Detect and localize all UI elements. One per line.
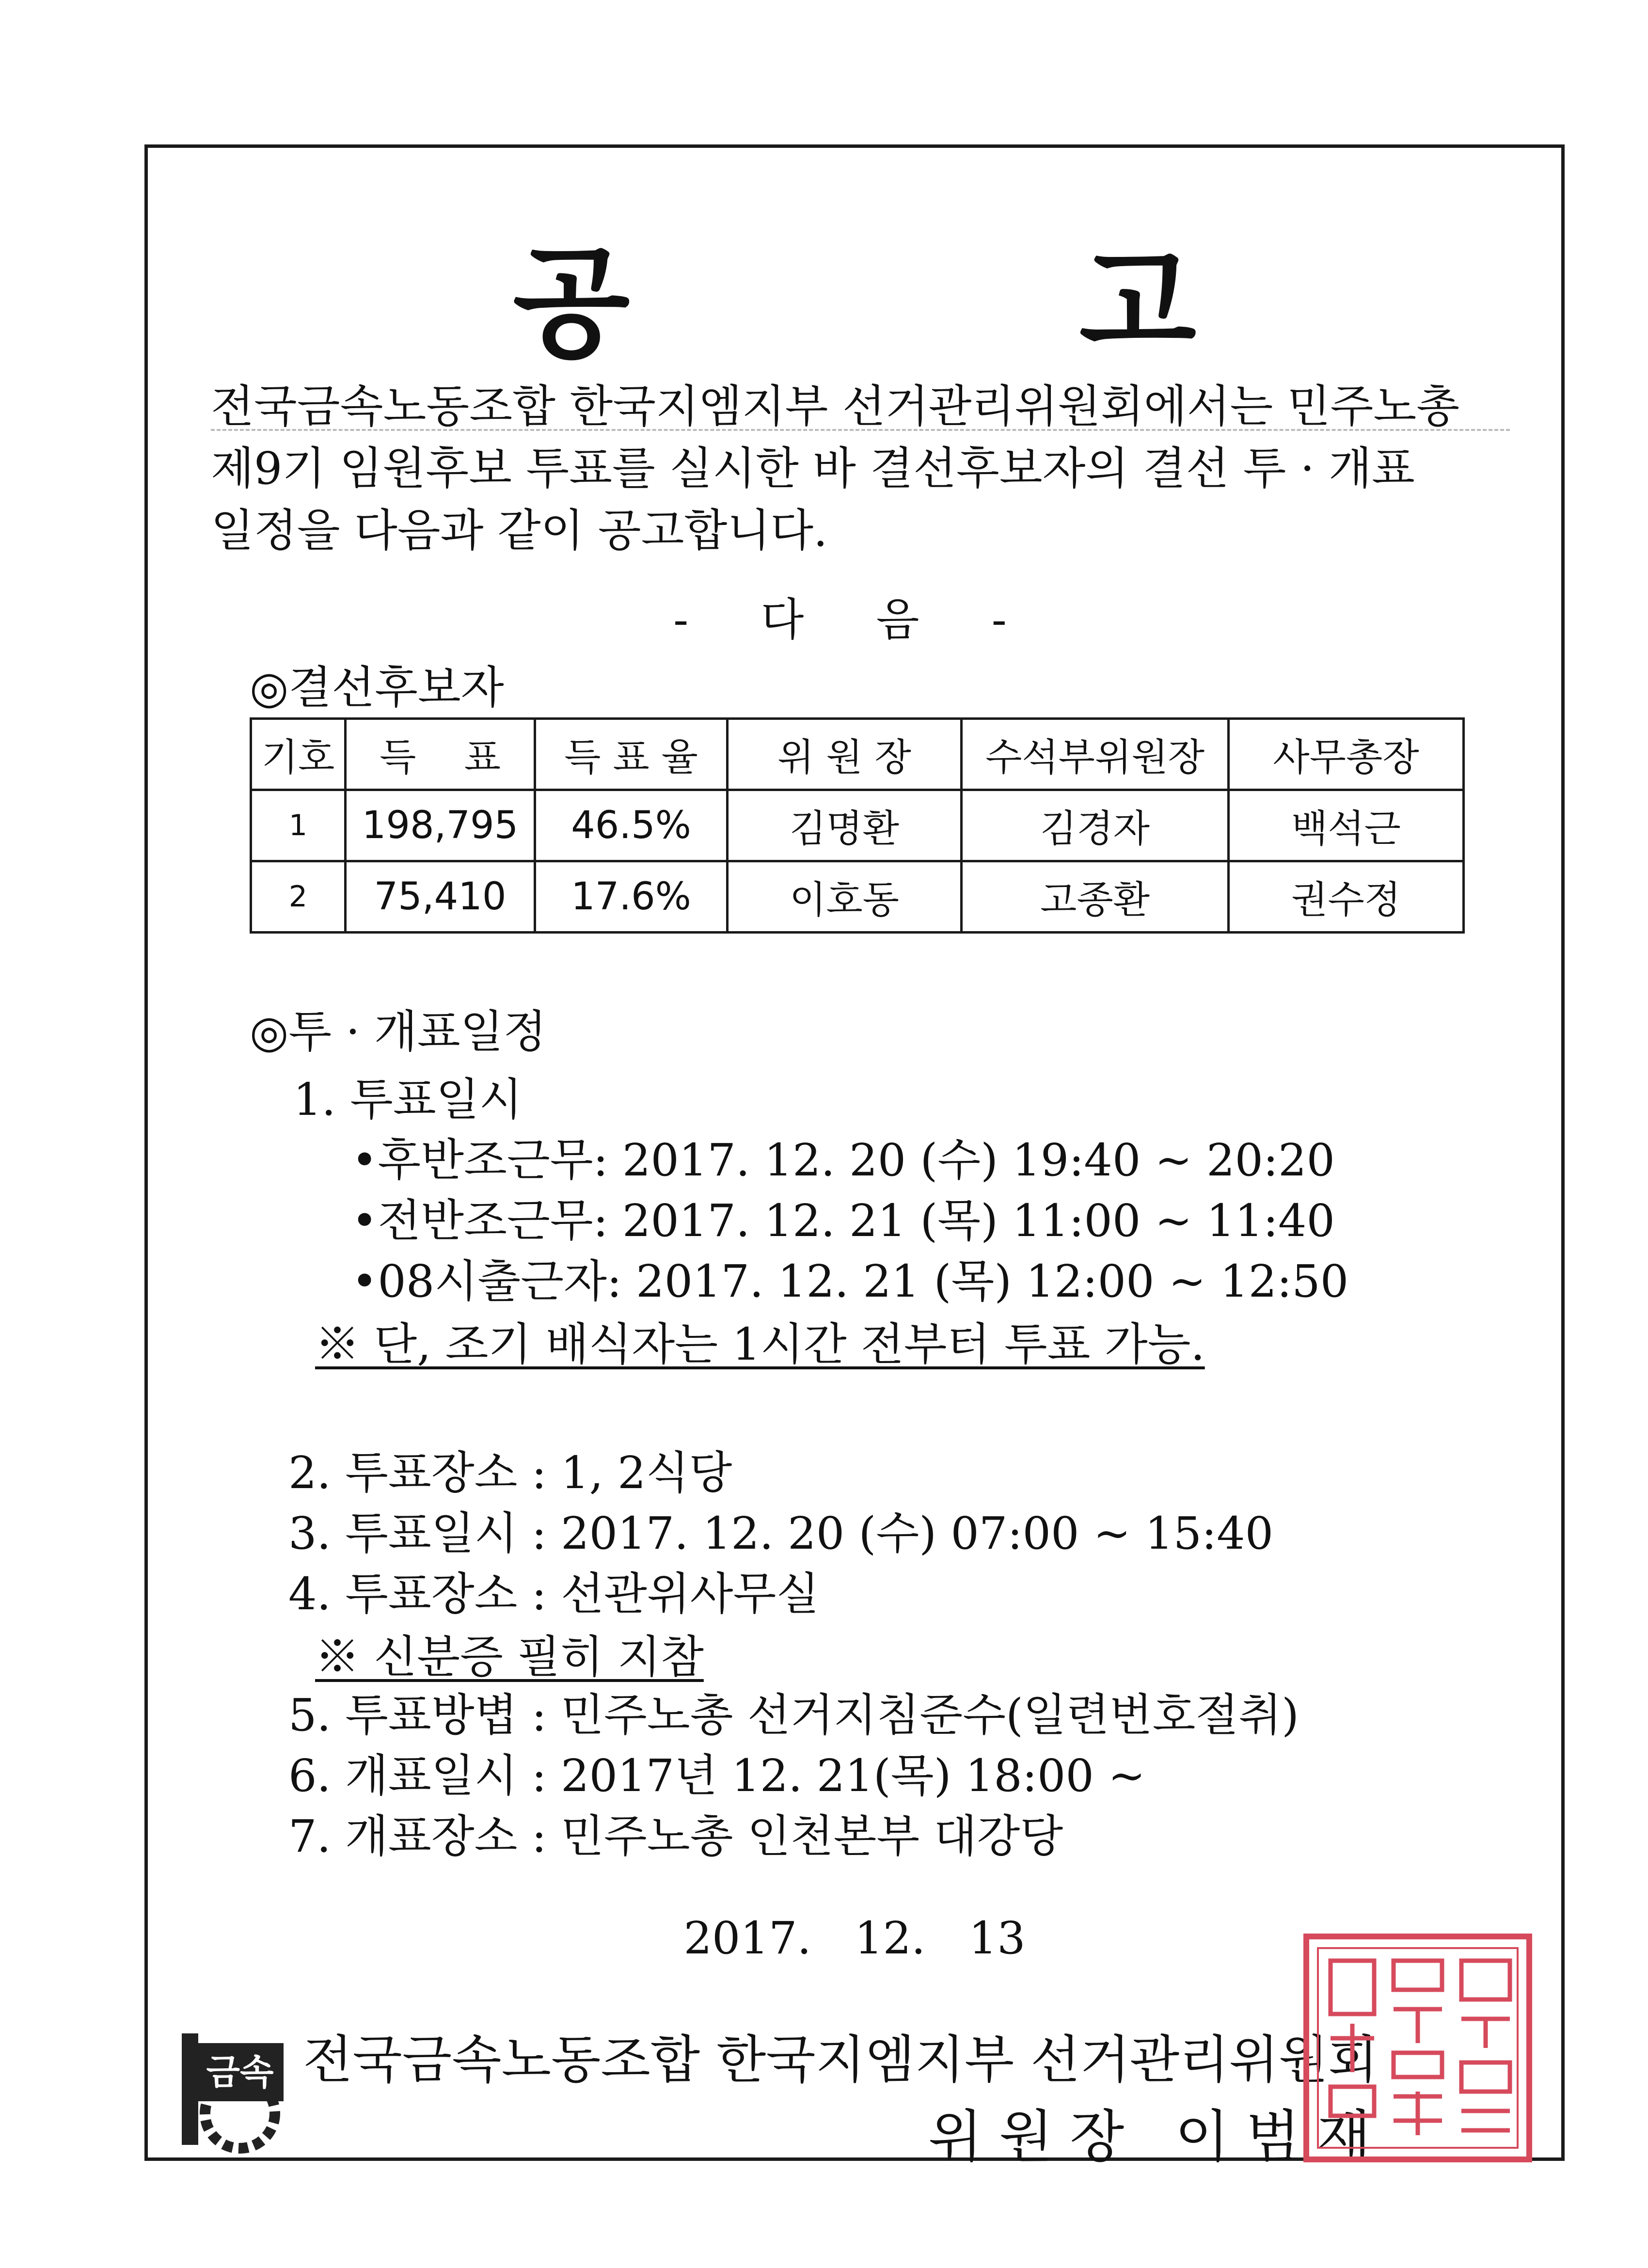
note-early-voting: ※ 단, 조기 배식자는 1시간 전부터 투표 가능. [315,1318,1205,1370]
table-cell: 198,795 [346,790,535,861]
candidates-table [250,717,1465,934]
union-logo-icon [162,2024,293,2155]
schedule-item-4: 4. 투표장소 : 선관위사무실 [288,1568,820,1620]
table-cell: 2 [251,861,346,933]
table-header-row [251,719,1464,790]
schedule-item-6: 6. 개표일시 : 2017년 12. 21(목) 18:00 ~ [288,1750,1146,1802]
table-cell: 권수정 [1229,861,1464,933]
table-cell: 17.6% [535,861,728,933]
schedule-item-2: 2. 투표장소 : 1, 2식당 [288,1447,732,1499]
schedule-bullet: •전반조근무: 2017. 12. 21 (목) 11:00 ~ 11:40 [351,1195,1335,1247]
header-cell: 사무총장 [1229,719,1464,790]
note-id-card: ※ 신분증 필히 지참 [315,1631,704,1683]
table-cell: 고종환 [962,861,1229,933]
table-cell: 46.5% [535,790,728,861]
schedule-bullet: •08시출근자: 2017. 12. 21 (목) 12:00 ~ 12:50 [351,1255,1349,1307]
dagum-heading: - 다 음 - [673,594,1036,646]
footer-org: 전국금속노동조합 한국지엠지부 선거관리위원회 [303,2030,1378,2090]
intro-line: 일정을 다음과 같이 공고합니다. [211,505,828,556]
table-cell: 75,410 [346,861,535,933]
notice-frame [144,144,1565,2170]
header-cell: 위 원 장 [728,719,962,790]
intro-paragraph [211,376,1510,562]
notice-date: 2017. 12. 13 [683,1912,1026,1964]
intro-line: 전국금속노동조합 한국지엠지부 선거관리위원회에서는 민주노총 [211,381,1460,432]
table-cell: 김경자 [962,790,1229,861]
table-cell: 김명환 [728,790,962,861]
schedule-item-3: 3. 투표일시 : 2017. 12. 20 (수) 07:00 ~ 15:40 [288,1507,1274,1559]
header-cell: 득 표 [346,719,535,790]
table-row [251,790,1464,861]
header-cell: 기호 [251,719,346,790]
schedule-item-1: 1. 투표일시 [293,1074,523,1126]
table-cell: 1 [251,790,346,861]
candidates-heading: ◎결선후보자 [250,662,504,714]
schedule-bullet: •후반조근무: 2017. 12. 20 (수) 19:40 ~ 20:20 [351,1134,1335,1186]
header-cell: 수석부위원장 [962,719,1229,790]
intro-line: 제9기 임원후보 투표를 실시한 바 결선후보자의 결선 투 · 개표 [211,443,1415,494]
official-seal-icon [1297,1927,1539,2169]
schedule-item-5: 5. 투표방볍 : 민주노총 선거지침준수(일련번호절취) [288,1689,1299,1741]
table-row [251,861,1464,933]
table-cell: 이호동 [728,861,962,933]
schedule-heading: ◎투 · 개표일정 [250,1006,547,1058]
logo-text: 금속 [206,2052,274,2093]
schedule-item-7: 7. 개표장소 : 민주노총 인천본부 대강당 [288,1810,1063,1862]
table-cell: 백석근 [1229,790,1464,861]
notice-title: 공 고 [512,232,1400,374]
header-cell: 득 표 율 [535,719,728,790]
footer-chair: 위원장 이범재 [928,2104,1388,2170]
